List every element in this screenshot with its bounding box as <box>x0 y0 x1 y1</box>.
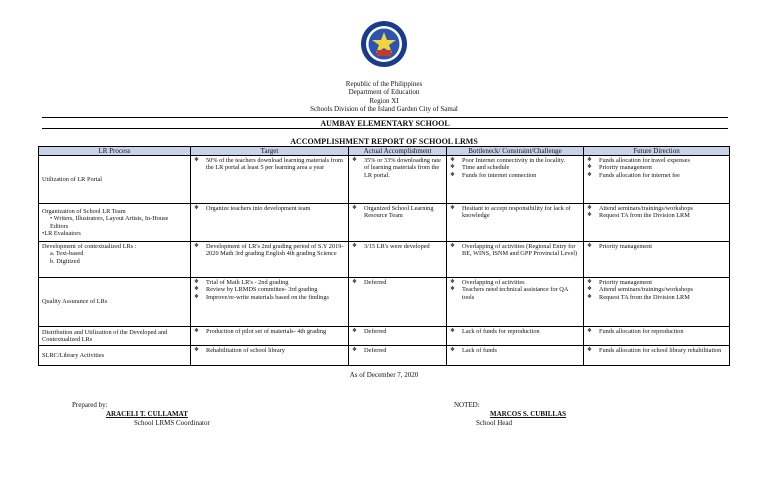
future-cell <box>584 204 730 242</box>
noted-by-title: School Head <box>476 419 512 427</box>
list-item: ❖ Production of pilot set of materials- 4th grading <box>194 328 345 335</box>
target-cell <box>191 327 349 346</box>
target-cell <box>191 278 349 327</box>
list-item: ❖ Improve/re-write materials based on the findings <box>194 294 345 301</box>
table-header-row <box>39 147 730 156</box>
deped-seal-logo <box>360 20 408 68</box>
prepared-by-name: ARACELI T. CULLAMAT <box>106 410 188 418</box>
list-item: ❖ 35% or 33% downloading rate of learning materials from the LR portal. <box>352 157 443 179</box>
header-division: Schools Division of the Island Garden City of Samal <box>310 105 458 113</box>
list-item: ❖ Request TA from the Division LRM <box>587 294 726 301</box>
target-cell <box>191 204 349 242</box>
table-row <box>39 346 730 366</box>
list-item: ❖ Priority management <box>587 243 726 250</box>
list-item: ❖ Teachers need technical assistance for QA tools <box>450 286 580 301</box>
bottleneck-cell <box>447 204 584 242</box>
process-sub-item: • Writers, Illustrators, Layout Artists, In-House Editors <box>50 215 169 230</box>
list-item: ❖ Deferred <box>352 328 443 335</box>
target-cell <box>191 346 349 366</box>
process-sub-label: LR Evaluators <box>44 229 81 237</box>
list-item: ❖ Organized School Learning Resource Team <box>352 205 443 220</box>
noted-by-name: MARCOS S. CUBILLAS <box>490 410 567 418</box>
list-item: ❖ Funds allocation for travel expenses <box>587 157 726 164</box>
list-item: ❖ Funds allocation for reproduction <box>587 328 726 335</box>
table-row <box>39 156 730 204</box>
process-label: Organization of School LR Team <box>42 207 126 215</box>
list-item: ❖ Trial of Math LR's - 2nd grading <box>194 279 345 286</box>
process-sub-label: Writers, Illustrators, Layout Artists, In-House Editors <box>50 215 169 230</box>
list-item: ❖ Funds allocation for school library rehabilitation <box>587 347 726 354</box>
column-header: Actual Accomplishment <box>349 147 447 156</box>
list-item: ❖ Development of LR's 2nd grading period of S.Y 2019-2020 Math 3rd grading English 4th grading Science <box>194 243 345 258</box>
as-of-date: As of December 7, 2020 <box>349 371 419 379</box>
list-item: ❖ Hesitant to accept responsibility for lack of knowledge <box>450 205 580 220</box>
process-sub-item: •LR Evaluators <box>42 229 81 237</box>
list-item: ❖ 3/15 LR's were developed <box>352 243 443 250</box>
list-item: ❖ Deferred <box>352 279 443 286</box>
column-header: Future Direction <box>584 147 730 156</box>
list-item: ❖ Lack of funds <box>450 347 580 354</box>
bottleneck-cell <box>447 156 584 204</box>
header-republic: Republic of the Philippines <box>345 80 423 88</box>
process-label: Development of contextualized LRs : <box>42 243 137 250</box>
list-item: ❖ Organize teachers into development team <box>194 205 345 212</box>
actual-cell <box>349 327 447 346</box>
future-cell <box>584 278 730 327</box>
school-name: AUMBAY ELEMENTARY SCHOOL <box>42 117 728 129</box>
process-sub-label: b. Digitized <box>50 257 80 265</box>
actual-cell <box>349 346 447 366</box>
list-item: ❖ Priority management <box>587 279 726 286</box>
process-label: Quality Assurance of LRs <box>42 298 108 306</box>
process-sub-label: a. Text-based <box>50 250 84 258</box>
header-region: Region XI <box>369 97 399 105</box>
process-label: Utilization of LR Portal <box>42 175 102 183</box>
list-item: ❖ Priority management <box>587 164 726 171</box>
noted-label: NOTED: <box>454 401 480 409</box>
list-item: ❖ Rehabilitation of school library <box>194 347 345 354</box>
future-cell <box>584 242 730 278</box>
list-item: ❖ Attend seminars/trainings/workshops <box>587 286 726 293</box>
header-department: Department of Education <box>348 88 420 96</box>
lr-process-cell <box>39 156 191 204</box>
list-item: ❖ Funds for internet connection <box>450 172 580 179</box>
prepared-by-label: Prepared by: <box>72 401 108 409</box>
table-row <box>39 327 730 346</box>
table-row <box>39 278 730 327</box>
lr-process-cell <box>39 204 191 242</box>
list-item: ❖ Attend seminars/trainings/workshops <box>587 205 726 212</box>
list-item: ❖ Lack of funds for reproduction <box>450 328 580 335</box>
list-item: ❖ Deferred <box>352 347 443 354</box>
lr-process-table <box>38 146 730 366</box>
list-item: ❖ Overlapping of activities (Regional Entry for BE, WINS, ISNM and GPP Provincial Level) <box>450 243 580 258</box>
column-header: LR Process <box>39 147 191 156</box>
list-item: ❖ Request TA from the Division LRM <box>587 212 726 219</box>
column-header: Target <box>191 147 349 156</box>
list-item: ❖ 50% of the teachers download learning materials from the LR portal at least 5 per learning area a year <box>194 157 345 172</box>
list-item: ❖ Review by LRMDS committee- 3rd grading <box>194 286 345 293</box>
lr-process-cell <box>39 346 191 366</box>
actual-cell <box>349 156 447 204</box>
future-cell <box>584 156 730 204</box>
lr-process-cell <box>39 242 191 278</box>
bottleneck-cell <box>447 242 584 278</box>
future-cell <box>584 327 730 346</box>
column-header: Bottleneck/ Constraint/Challenge <box>447 147 584 156</box>
list-item: ❖ Poor Internet connectivity in the locality. <box>450 157 580 164</box>
target-cell <box>191 242 349 278</box>
process-label: Distribution and Utilization of the Developed and Contextualized LRs <box>42 328 168 343</box>
table-row <box>39 242 730 278</box>
process-label: SLRC/Library Activities <box>42 351 105 359</box>
lr-process-cell <box>39 278 191 327</box>
actual-cell <box>349 204 447 242</box>
report-title: ACCOMPLISHMENT REPORT OF SCHOOL LRMS <box>290 137 478 146</box>
prepared-by-title: School LRMS Coordinator <box>134 419 210 427</box>
list-item: ❖ Overlapping of activities <box>450 279 580 286</box>
actual-cell <box>349 278 447 327</box>
bottleneck-cell <box>447 346 584 366</box>
future-cell <box>584 346 730 366</box>
table-row <box>39 204 730 242</box>
target-cell <box>191 156 349 204</box>
lr-process-cell <box>39 327 191 346</box>
bottleneck-cell <box>447 278 584 327</box>
list-item: ❖ Funds allocation for internet fee <box>587 172 726 179</box>
bottleneck-cell <box>447 327 584 346</box>
list-item: ❖ Time and schedule <box>450 164 580 171</box>
actual-cell <box>349 242 447 278</box>
